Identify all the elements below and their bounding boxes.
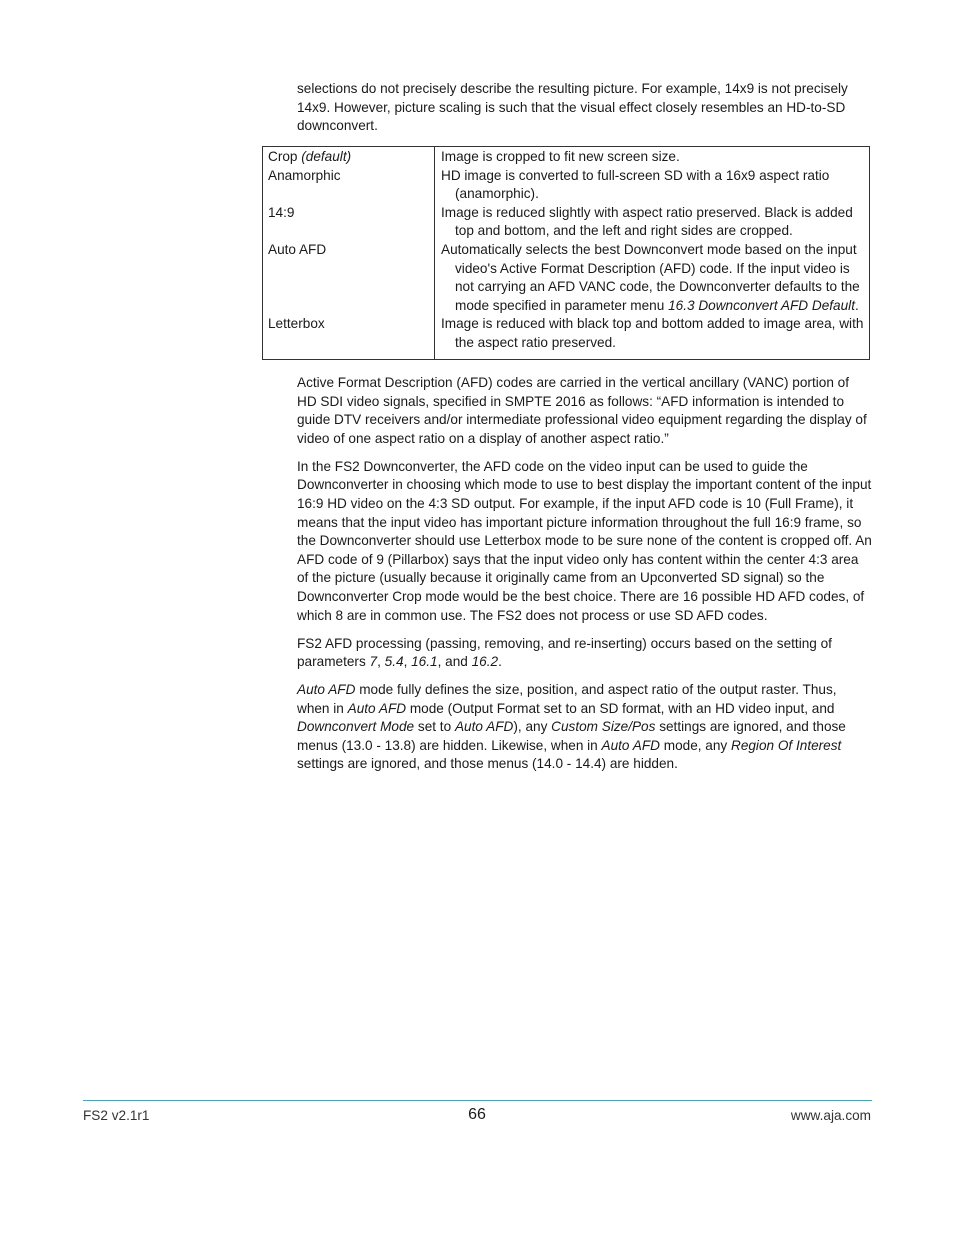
option-description	[435, 147, 870, 167]
option-term	[263, 167, 435, 204]
parameter-reference: 7	[369, 654, 378, 670]
footer-divider	[83, 1100, 872, 1101]
option-default-note: (default)	[301, 149, 352, 164]
menu-reference: 16.3 Downconvert AFD Default	[668, 297, 855, 313]
page-number: 66	[468, 1106, 486, 1123]
footer-version: FS2 v2.1r1	[83, 1108, 150, 1123]
table-row	[263, 315, 870, 359]
table-row	[263, 147, 870, 167]
option-description	[435, 167, 870, 204]
parameter-reference: 5.4	[384, 654, 404, 670]
option-description	[435, 315, 870, 359]
option-name: Letterbox	[268, 316, 325, 332]
option-name: Crop	[268, 149, 298, 164]
option-term	[263, 147, 435, 167]
paragraph-afd-processing: FS2 AFD processing (passing, removing, and re-inserting) occurs based on the setting of parameters 7, 5.4, 16.1, and 16.2.	[297, 635, 832, 670]
description-text: Image is reduced with black top and bottom added to image area, with the aspect ratio preserved.	[441, 316, 864, 350]
description-text: Automatically selects the best Downconvert mode based on the input video's Active Format Description (AFD) code. If the input video is not carrying an AFD VANC code, the Downconverter defaults to the mode specified in parameter menu 16.3 Downconvert AFD Default.	[441, 241, 860, 313]
table-row	[263, 167, 870, 204]
description-text: HD image is converted to full-screen SD with a 16x9 aspect ratio (anamorphic).	[441, 167, 830, 202]
paragraph-afd-definition: Active Format Description (AFD) codes are carried in the vertical ancillary (VANC) portion of HD SDI video signals, specified in SMPTE 2016 as follows: “AFD information is intended to guide DTV receivers and/or intermediate professional video equipment regarding the display of video of one aspect ratio on a display of another aspect ratio.”	[297, 375, 867, 446]
option-description	[435, 204, 870, 241]
parameter-reference: 16.1	[411, 654, 438, 670]
option-name: Auto AFD	[268, 241, 327, 257]
paragraph-auto-afd: Auto AFD mode fully defines the size, position, and aspect ratio of the output raster. Thus, when in Auto AFD mode (Output Format set to an SD format, with an HD video input, and Downconvert Mode set to Auto AFD), any Custom Size/Pos settings are ignored, and those menus (13.0 - 13.8) are hidden. Likewise, when in Auto AFD mode, any Region Of Interest settings are ignored, and those menus (14.0 - 14.4) are hidden.	[297, 682, 846, 772]
table-row	[263, 241, 870, 315]
footer-website: www.aja.com	[790, 1108, 871, 1123]
option-name: Anamorphic	[268, 167, 341, 183]
body-text	[297, 374, 872, 783]
downconvert-mode-table	[262, 146, 870, 360]
paragraph-afd-downconverter: In the FS2 Downconverter, the AFD code on the video input can be used to guide the Downconverter in choosing which mode to use to best display the important content of the input 16:9 HD video on the 4:3 SD output. For example, if the input AFD code is 10 (Full Frame), it means that the input video has important picture information throughout the full 16:9 frame, so the Downconverter should use Letterbox mode to be sure none of the content is cropped off. An AFD code of 9 (Pillarbox) says that the input video only has content within the center 4:3 area of the picture (usually because it originally came from an Upconverted SD signal) so the Downconverter Crop mode would be the best choice. There are 16 possible HD AFD codes, of which 8 are in common use. The FS2 does not process or use SD AFD codes.	[297, 458, 872, 623]
option-name: 14:9	[268, 204, 295, 220]
description-text: Image is reduced slightly with aspect ratio preserved. Black is added top and bottom, and the left and right sides are cropped.	[441, 204, 853, 239]
option-term	[263, 204, 435, 241]
option-description	[435, 241, 870, 315]
option-term	[263, 315, 435, 359]
option-term	[263, 241, 435, 315]
intro-paragraph: selections do not precisely describe the resulting picture. For example, 14x9 is not precisely 14x9. However, picture scaling is such that the visual effect closely resembles an HD-to-SD downconvert.	[297, 81, 848, 134]
description-text: Image is cropped to fit new screen size.	[441, 149, 680, 164]
table-row	[263, 204, 870, 241]
parameter-reference: 16.2	[471, 654, 499, 670]
